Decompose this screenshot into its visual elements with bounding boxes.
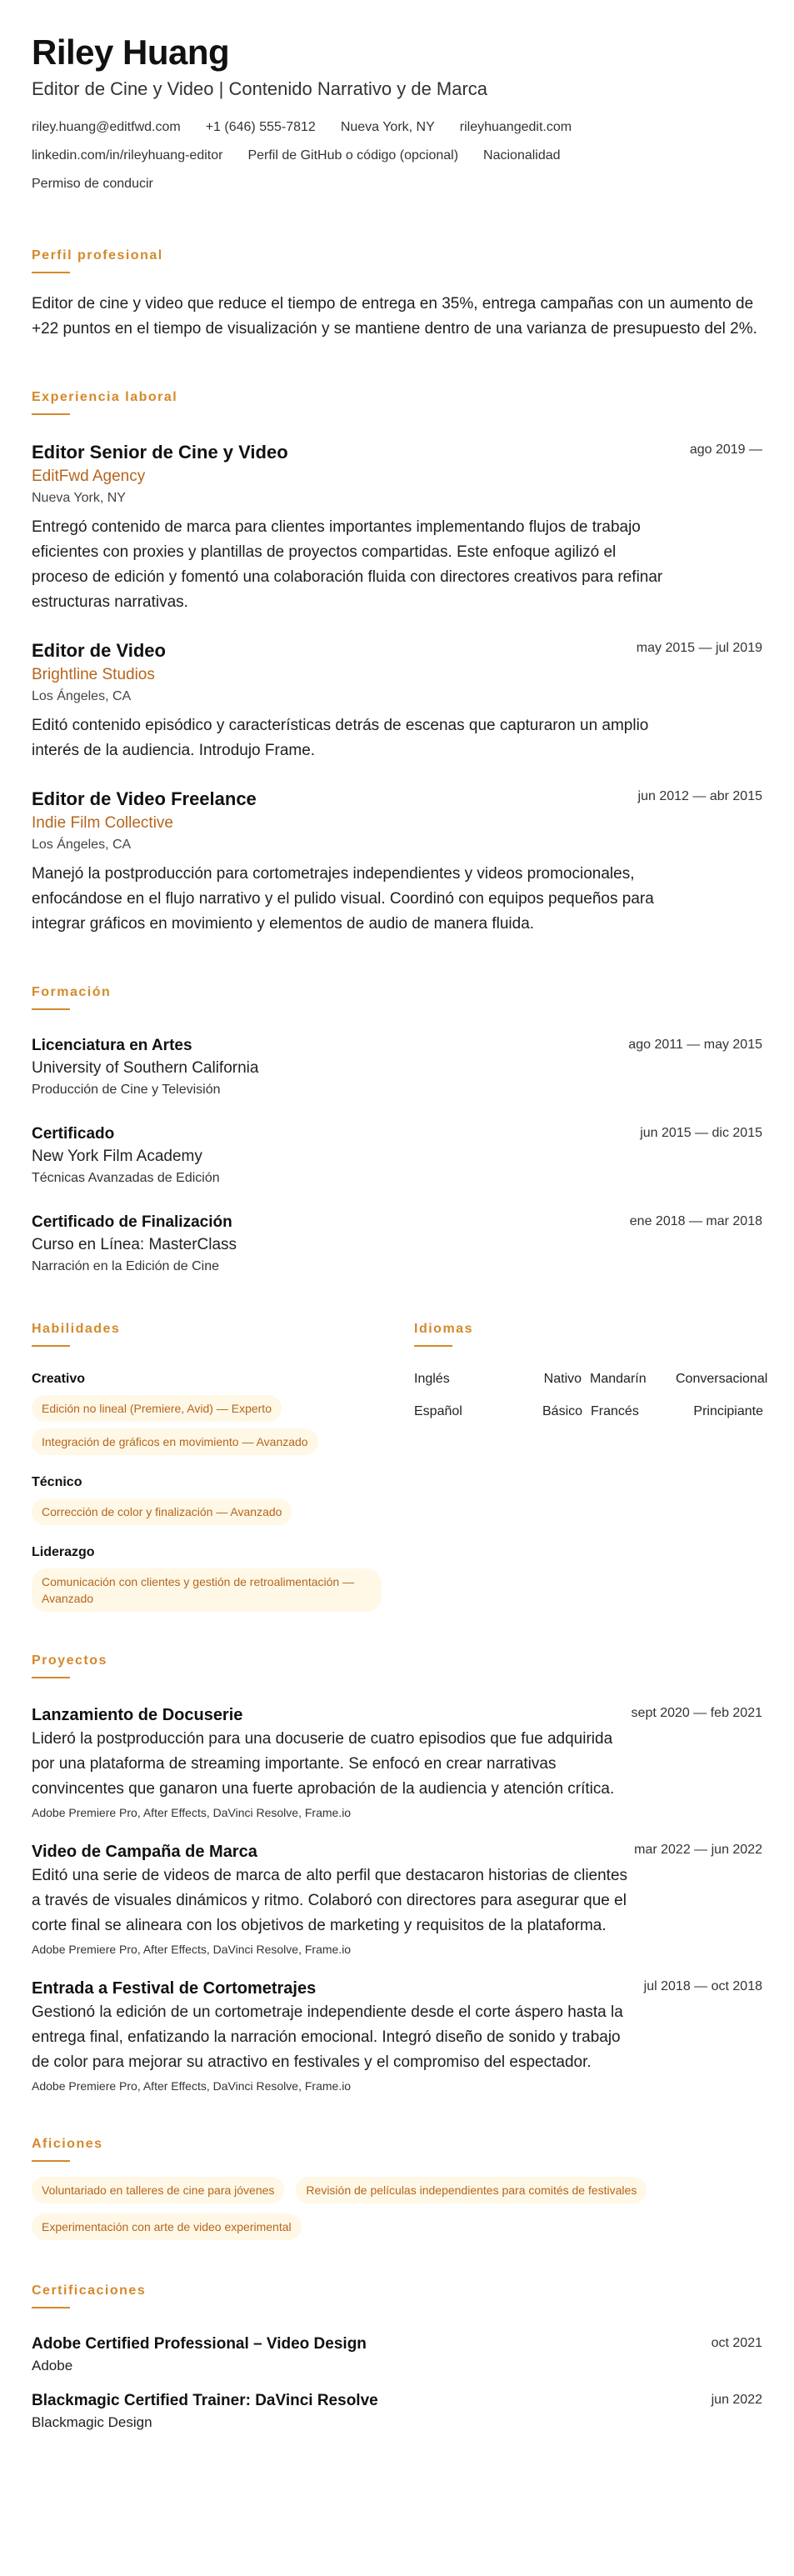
section-divider (32, 272, 70, 273)
section-title-summary: Perfil profesional (32, 248, 163, 263)
job-description: Editó contenido episódico y características detrás de escenas que capturaron un amplio interés de la audiencia. Introdujo Frame. (32, 717, 649, 759)
education-field: Narración en la Edición de Cine (32, 1259, 220, 1273)
job-dates: ago 2019 — (689, 443, 762, 457)
section-title-education: Formación (32, 985, 112, 999)
project-dates: jul 2018 — oct 2018 (643, 1979, 762, 1993)
hobby-list (32, 2177, 765, 2250)
section-divider (32, 1345, 70, 1347)
education-dates: ago 2011 — may 2015 (628, 1038, 762, 1052)
language-row (414, 1370, 768, 1403)
contact-location: Nueva York, NY (340, 120, 435, 134)
project-description: Gestionó la edición de un cortometraje independiente desde el corte áspero hasta la entrega final, enfatizando la narración emocional. Integró diseño de sonido y trabajo de color para mejorar su atractivo en festivales y el compromiso del espectador. (32, 2003, 623, 2071)
education-item (32, 1212, 762, 1277)
education-institution: Curso en Línea: MasterClass (32, 1236, 237, 1253)
contact-website[interactable]: rileyhuangedit.com (459, 120, 572, 134)
project-description: Editó una serie de videos de marca de alto perfil que destacaron historias de clientes a través de visuales dinámicos y ritmo. Colaboró con directores para asegurar que el corte final se alineara con los objetivos de marketing y requisitos de la plataforma. (32, 1867, 628, 1934)
certification-issuer: Adobe (32, 2358, 73, 2373)
project-tech: Adobe Premiere Pro, After Effects, DaVinci Resolve, Frame.io (32, 1943, 352, 1956)
section-title-experience: Experiencia laboral (32, 390, 178, 404)
skill-chip: Corrección de color y finalización — Avanzado (32, 1498, 292, 1525)
certification-issuer: Blackmagic Design (32, 2414, 152, 2430)
candidate-name: Riley Huang (32, 33, 230, 72)
contact-list (32, 113, 698, 198)
education-field: Técnicas Avanzadas de Edición (32, 1171, 220, 1185)
language-level: Básico (542, 1404, 583, 1418)
section-divider (32, 1008, 70, 1010)
certification-name: Adobe Certified Professional – Video Design (32, 2335, 367, 2353)
education-degree: Certificado (32, 1125, 115, 1143)
section-title-certifications: Certificaciones (32, 2283, 147, 2298)
section-divider (32, 2160, 70, 2162)
job-company: Indie Film Collective (32, 814, 173, 832)
job-location: Nueva York, NY (32, 491, 126, 505)
language-row (414, 1403, 763, 1435)
skill-chip: Integración de gráficos en movimiento — Avanzado (32, 1428, 318, 1455)
certification-item (32, 2333, 762, 2377)
skills-section (32, 1320, 382, 1612)
section-divider (32, 1677, 70, 1678)
education-institution: New York Film Academy (32, 1148, 202, 1165)
education-item (32, 1123, 762, 1188)
contact-github[interactable]: Perfil de GitHub o código (opcional) (247, 148, 459, 163)
contact-linkedin[interactable]: linkedin.com/in/rileyhuang-editor (32, 148, 223, 163)
contact-email[interactable]: riley.huang@editfwd.com (32, 120, 181, 134)
experience-section (32, 388, 762, 937)
skill-group (32, 1370, 382, 1455)
experience-item (32, 440, 762, 615)
hobbies-section (32, 2135, 762, 2250)
summary-section (32, 247, 762, 342)
section-title-projects: Proyectos (32, 1653, 107, 1668)
resume-header (32, 32, 762, 198)
education-institution: University of Southern California (32, 1059, 259, 1077)
project-tech: Adobe Premiere Pro, After Effects, DaVinci Resolve, Frame.io (32, 2079, 352, 2093)
job-title: Editor Senior de Cine y Video (32, 442, 288, 463)
certifications-section (32, 2282, 762, 2433)
job-dates: jun 2012 — abr 2015 (637, 789, 762, 803)
skill-chip: Comunicación con clientes y gestión de retroalimentación — Avanzado (32, 1568, 382, 1612)
experience-item (32, 787, 762, 937)
language-level: Conversacional (676, 1372, 768, 1386)
skill-group (32, 1473, 382, 1525)
project-dates: mar 2022 — jun 2022 (634, 1843, 762, 1857)
experience-item (32, 638, 762, 763)
education-degree: Certificado de Finalización (32, 1213, 232, 1231)
education-dates: jun 2015 — dic 2015 (640, 1126, 762, 1140)
language-name: Inglés (414, 1372, 450, 1386)
job-location: Los Ángeles, CA (32, 838, 132, 852)
skill-category: Técnico (32, 1475, 82, 1489)
project-item (32, 1703, 762, 1822)
job-dates: may 2015 — jul 2019 (636, 641, 762, 655)
skills-languages-row (32, 1320, 768, 1612)
education-dates: ene 2018 — mar 2018 (629, 1214, 762, 1228)
section-divider (32, 2307, 70, 2308)
project-name: Lanzamiento de Docuserie (32, 1706, 243, 1724)
job-location: Los Ángeles, CA (32, 689, 132, 703)
skill-group (32, 1543, 382, 1612)
projects-section (32, 1652, 762, 2095)
certification-date: jun 2022 (711, 2393, 762, 2407)
language-name: Francés (591, 1404, 639, 1418)
job-company: Brightline Studios (32, 666, 155, 683)
project-item (32, 1977, 762, 2095)
job-company: EditFwd Agency (32, 468, 146, 485)
education-field: Producción de Cine y Televisión (32, 1083, 221, 1097)
candidate-headline: Editor de Cine y Video | Contenido Narrativo y de Marca (32, 78, 488, 99)
section-divider (32, 413, 70, 415)
language-name: Mandarín (590, 1372, 647, 1386)
section-title-hobbies: Aficiones (32, 2137, 103, 2151)
certification-date: oct 2021 (711, 2336, 762, 2350)
project-name: Video de Campaña de Marca (32, 1843, 257, 1861)
project-name: Entrada a Festival de Cortometrajes (32, 1979, 317, 1998)
education-section (32, 983, 762, 1277)
education-degree: Licenciatura en Artes (32, 1037, 192, 1054)
skill-chip: Edición no lineal (Premiere, Avid) — Experto (32, 1395, 282, 1422)
summary-text: Editor de cine y video que reduce el tiempo de entrega en 35%, entrega campañas con un aumento de +22 puntos en el tiempo de visualización y se mantiene dentro de una varianza de presupuesto del 2%. (32, 295, 757, 338)
project-item (32, 1840, 762, 1958)
section-divider (414, 1345, 452, 1347)
section-title-languages: Idiomas (414, 1322, 473, 1336)
languages-section (414, 1320, 768, 1612)
job-title: Editor de Video (32, 640, 166, 661)
project-dates: sept 2020 — feb 2021 (631, 1706, 762, 1720)
language-level: Nativo (543, 1372, 582, 1386)
job-description: Entregó contenido de marca para clientes importantes implementando flujos de trabajo eficientes con proxies y plantillas de proyectos compartidas. Este enfoque agilizó el proceso de edición y fomentó una colaboración fluida con directores creativos para refinar estructuras narrativas. (32, 518, 663, 611)
hobby-chip: Revisión de películas independientes para comités de festivales (296, 2177, 647, 2203)
hobby-chip: Voluntariado en talleres de cine para jóvenes (32, 2177, 284, 2203)
certification-item (32, 2390, 762, 2433)
contact-driving-license: Permiso de conducir (32, 177, 153, 191)
contact-nationality: Nacionalidad (483, 148, 561, 163)
job-description: Manejó la postproducción para cortometrajes independientes y videos promocionales, enfocándose en el flujo narrativo y el pulido visual. Coordinó con equipos pequeños para integrar gráficos en movimiento y elementos de audio de manera fluida. (32, 865, 654, 933)
hobby-chip: Experimentación con arte de video experimental (32, 2213, 302, 2240)
skill-category: Creativo (32, 1372, 86, 1386)
project-tech: Adobe Premiere Pro, After Effects, DaVinci Resolve, Frame.io (32, 1806, 352, 1819)
skill-category: Liderazgo (32, 1545, 95, 1559)
contact-phone[interactable]: +1 (646) 555-7812 (205, 120, 316, 134)
job-title: Editor de Video Freelance (32, 788, 257, 809)
education-item (32, 1035, 762, 1100)
language-level: Principiante (693, 1404, 763, 1418)
language-name: Español (414, 1404, 462, 1418)
section-title-skills: Habilidades (32, 1322, 121, 1336)
certification-name: Blackmagic Certified Trainer: DaVinci Resolve (32, 2392, 378, 2409)
project-description: Lideró la postproducción para una docuserie de cuatro episodios que fue adquirida por una plataforma de streaming importante. Se enfocó en crear narrativas convincentes que ganaron una fuerte aprobación de la audiencia y atención crítica. (32, 1730, 615, 1798)
